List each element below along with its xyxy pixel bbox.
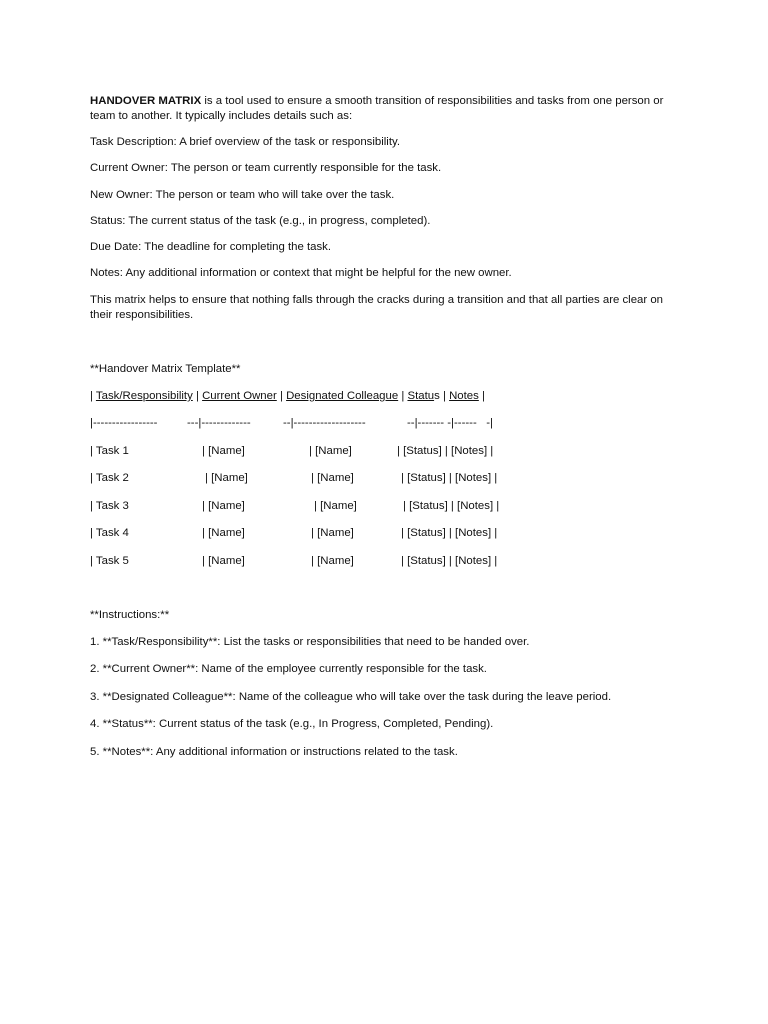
cell-designated-colleague: | [Name] <box>311 472 354 484</box>
intro-paragraph <box>90 94 690 124</box>
detail-notes: Notes: Any additional information or context that might be helpful for the new owner. <box>90 267 512 279</box>
separator-segment: --|------------------- <box>283 417 366 429</box>
instruction-item-4: 4. **Status**: Current status of the task (e.g., In Progress, Completed, Pending). <box>90 718 494 730</box>
cell-status-notes: | [Status] | [Notes] | <box>397 445 494 457</box>
cell-current-owner: | [Name] <box>202 555 245 567</box>
header-task-responsibility: Task/Responsibility <box>95 390 193 402</box>
matrix-row-2 <box>90 471 690 486</box>
template-title: **Handover Matrix Template** <box>90 363 241 375</box>
intro-term: HANDOVER MATRIX <box>90 95 202 107</box>
separator-segment: --|------- -|------ -| <box>407 417 494 429</box>
cell-task: | Task 2 <box>90 472 129 484</box>
header-pipe: | <box>478 390 485 402</box>
cell-task: | Task 1 <box>90 445 129 457</box>
detail-status: Status: The current status of the task (e.g., in progress, completed). <box>90 215 431 227</box>
matrix-row-4 <box>90 526 690 541</box>
instructions-title: **Instructions:** <box>90 609 170 621</box>
matrix-separator-row <box>90 416 690 431</box>
cell-designated-colleague: | [Name] <box>314 500 357 512</box>
cell-task: | Task 5 <box>90 555 129 567</box>
cell-current-owner: | [Name] <box>202 445 245 457</box>
cell-status-notes: | [Status] | [Notes] | <box>401 555 498 567</box>
header-designated-colleague: Designated Colleague <box>286 390 399 402</box>
separator-segment: ---|------------- <box>187 417 251 429</box>
header-status: Statu <box>407 390 435 402</box>
header-status-tail: s <box>434 390 440 402</box>
header-pipe: | <box>276 390 287 402</box>
cell-designated-colleague: | [Name] <box>311 527 354 539</box>
cell-task: | Task 4 <box>90 527 129 539</box>
instruction-item-5: 5. **Notes**: Any additional information or instructions related to the task. <box>90 746 458 758</box>
header-notes: Notes <box>449 390 479 402</box>
cell-status-notes: | [Status] | [Notes] | <box>401 472 498 484</box>
cell-status-notes: | [Status] | [Notes] | <box>401 527 498 539</box>
detail-new-owner: New Owner: The person or team who will take over the task. <box>90 189 395 201</box>
summary-paragraph <box>90 293 690 323</box>
header-pipe: | <box>192 390 203 402</box>
instruction-item-3: 3. **Designated Colleague**: Name of the colleague who will take over the task during the leave period. <box>90 691 612 703</box>
matrix-row-3 <box>90 499 690 514</box>
cell-current-owner: | [Name] <box>205 472 248 484</box>
matrix-header-row <box>90 389 485 404</box>
matrix-row-1 <box>90 444 690 459</box>
header-pipe: | <box>90 390 96 402</box>
instruction-item-1: 1. **Task/Responsibility**: List the tasks or responsibilities that need to be handed over. <box>90 636 530 648</box>
separator-segment: |----------------- <box>90 417 158 429</box>
cell-current-owner: | [Name] <box>202 500 245 512</box>
summary-line-2: their responsibilities. <box>90 309 194 321</box>
header-current-owner: Current Owner <box>202 390 277 402</box>
matrix-row-5 <box>90 554 690 569</box>
summary-line-1: This matrix helps to ensure that nothing falls through the cracks during a transition and that all parties are clear on <box>90 294 664 306</box>
detail-current-owner: Current Owner: The person or team currently responsible for the task. <box>90 162 442 174</box>
intro-line-2: team to another. It typically includes details such as: <box>90 110 353 122</box>
cell-task: | Task 3 <box>90 500 129 512</box>
cell-status-notes: | [Status] | [Notes] | <box>403 500 500 512</box>
detail-task-description: Task Description: A brief overview of the task or responsibility. <box>90 136 400 148</box>
cell-designated-colleague: | [Name] <box>309 445 352 457</box>
cell-designated-colleague: | [Name] <box>311 555 354 567</box>
instruction-item-2: 2. **Current Owner**: Name of the employee currently responsible for the task. <box>90 663 487 675</box>
header-pipe: | <box>439 390 450 402</box>
cell-current-owner: | [Name] <box>202 527 245 539</box>
header-pipe: | <box>398 390 408 402</box>
intro-line-1: is a tool used to ensure a smooth transition of responsibilities and tasks from one person or <box>201 95 664 107</box>
detail-due-date: Due Date: The deadline for completing the task. <box>90 241 332 253</box>
